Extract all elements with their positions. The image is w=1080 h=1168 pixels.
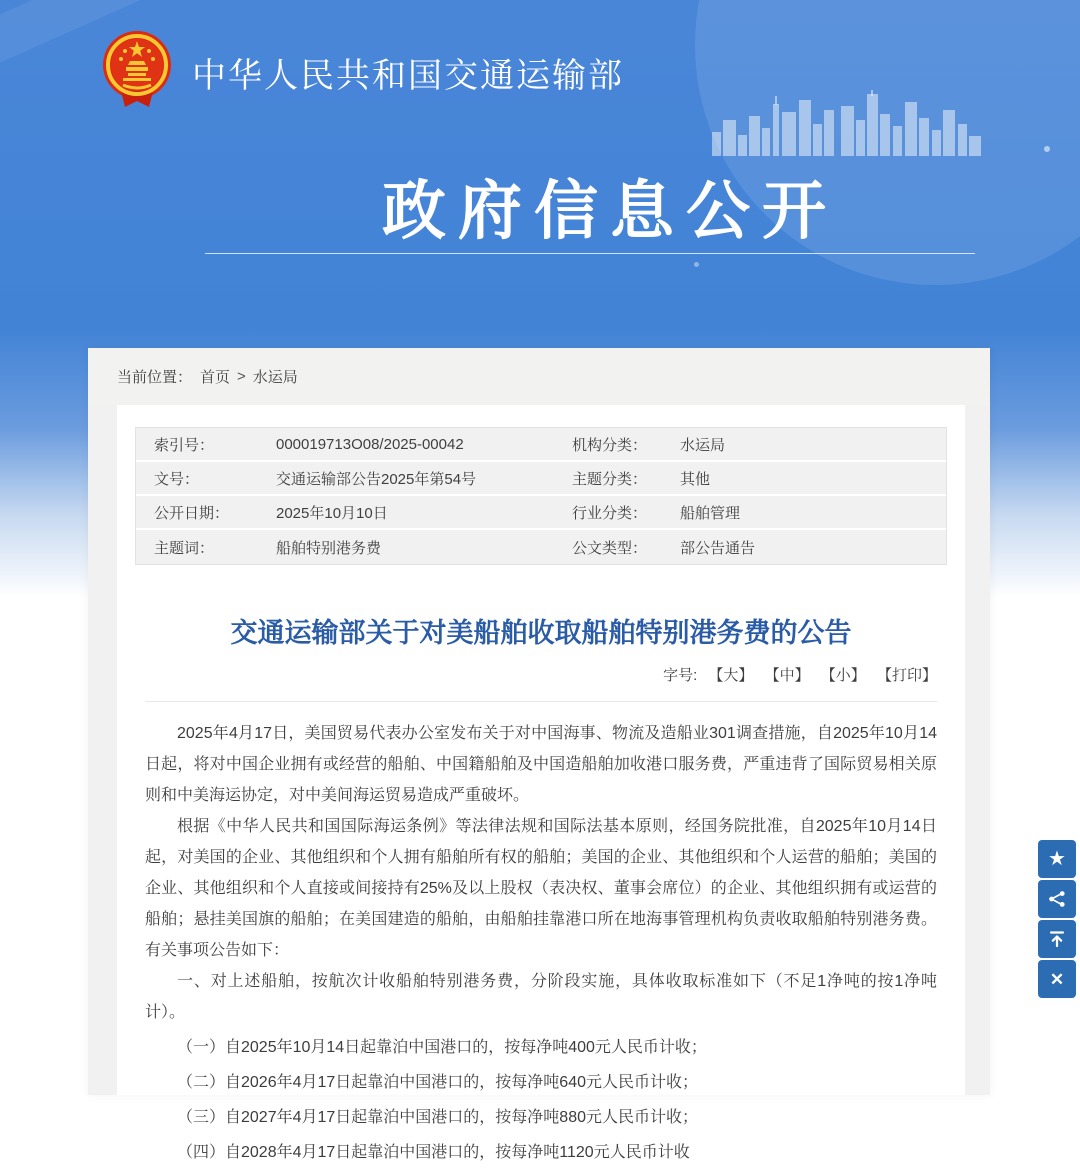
floating-toolbar [1038,840,1076,1000]
meta-row-publish-date [136,496,946,530]
page-title: 政府信息公开 [382,175,838,247]
meta-value: 船舶管理 [680,504,741,522]
breadcrumb-current-link[interactable]: 水运局 [252,369,298,386]
star-icon: ★ [1048,848,1066,870]
article-toolbar [145,664,937,702]
city-skyline-graphic [712,90,984,156]
article-title: 交通运输部关于对美船舶收取船舶特别港务费的公告 [230,618,852,648]
meta-value: 其他 [680,470,711,488]
article-paragraph: 根据《中华人民共和国国际海运条例》等法律法规和国际法基本原则，经国务院批准，自2025年10月14日起，对美国的企业、其他组织和个人拥有船舶所有权的船舶；美国的企业、其他组织和个人运营的船舶；美国的企业、其他组织和个人直接或间接持有25%及以上股权（表决权、董事会席位）的企业、其他组织拥有或运营的船舶；悬挂美国旗的船舶；在美国建造的船舶，由船舶挂靠港口所在地海事管理机构负责收取船舶特别港务费。有关事项公告如下： [145,818,937,959]
meta-label: 主题分类： [572,470,648,488]
meta-value: 部公告通告 [680,539,756,557]
share-button[interactable] [1038,880,1076,918]
meta-label: 文号： [154,470,200,488]
meta-value: 水运局 [680,436,726,454]
meta-label: 行业分类： [572,504,648,522]
favorite-button[interactable] [1038,840,1076,878]
banner-dot-decoration [694,262,699,267]
font-size-small-button[interactable]: 【小】 [820,667,866,684]
meta-value: 船舶特别港务费 [276,539,382,557]
article-paragraph: 2025年4月17日，美国贸易代表办公室发布关于对中国海事、物流及造船业301调查措施，自2025年10月14日起，将对中国企业拥有或经营的船舶、中国籍船舶及中国造船舶加收港口服务费，严重违背了国际贸易相关原则和中美海运协定，对中美间海运贸易造成严重破坏。 [145,725,937,804]
meta-label: 主题词： [154,539,215,557]
print-button[interactable]: 【打印】 [876,667,937,684]
close-icon: ✕ [1049,969,1065,989]
meta-value: 000019713O08/2025-00042 [276,435,464,453]
title-underline [205,253,975,254]
meta-row-document-number [136,462,946,496]
article-list-item: （一）自2025年10月14日起靠泊中国港口的，按每净吨400元人民币计收； [177,1039,707,1056]
meta-label: 索引号： [154,436,215,454]
back-to-top-button[interactable] [1038,920,1076,958]
article-paragraph: 一、对上述船舶，按航次计收船舶特别港务费，分阶段实施，具体收取标准如下（不足1净吨的按1净吨计）。 [145,973,937,1021]
font-size-label: 字号: [663,667,698,684]
meta-row-keywords [136,530,946,564]
font-size-medium-button[interactable]: 【中】 [764,667,810,684]
meta-label: 公文类型： [572,539,648,557]
document-sheet [117,405,965,1161]
meta-value: 交通运输部公告2025年第54号 [276,470,477,488]
share-icon [1047,889,1067,909]
breadcrumb [88,348,990,405]
article-list-item: （二）自2026年4月17日起靠泊中国港口的，按每净吨640元人民币计收； [177,1074,698,1091]
meta-label: 机构分类： [572,436,648,454]
breadcrumb-separator: > [237,368,246,385]
meta-row-index-number [136,428,946,462]
article-list-item: （三）自2027年4月17日起靠泊中国港口的，按每净吨880元人民币计收； [177,1109,698,1126]
font-size-large-button[interactable]: 【大】 [708,667,754,684]
article-list-item: （四）自2028年4月17日起靠泊中国港口的，按每净吨1120元人民币计收 [177,1144,690,1161]
article-body [145,718,937,1168]
to-top-icon [1047,929,1067,949]
document-meta-table [135,427,947,565]
meta-value: 2025年10月10日 [276,504,388,522]
breadcrumb-label: 当前位置： [117,369,193,386]
breadcrumb-home-link[interactable]: 首页 [200,369,231,386]
national-emblem-logo[interactable] [100,29,174,109]
article [135,615,947,1168]
close-button[interactable] [1038,960,1076,998]
site-name[interactable]: 中华人民共和国交通运输部 [192,57,624,95]
content-card [88,348,990,1161]
banner-dot-decoration [1044,146,1050,152]
meta-label: 公开日期： [154,504,230,522]
